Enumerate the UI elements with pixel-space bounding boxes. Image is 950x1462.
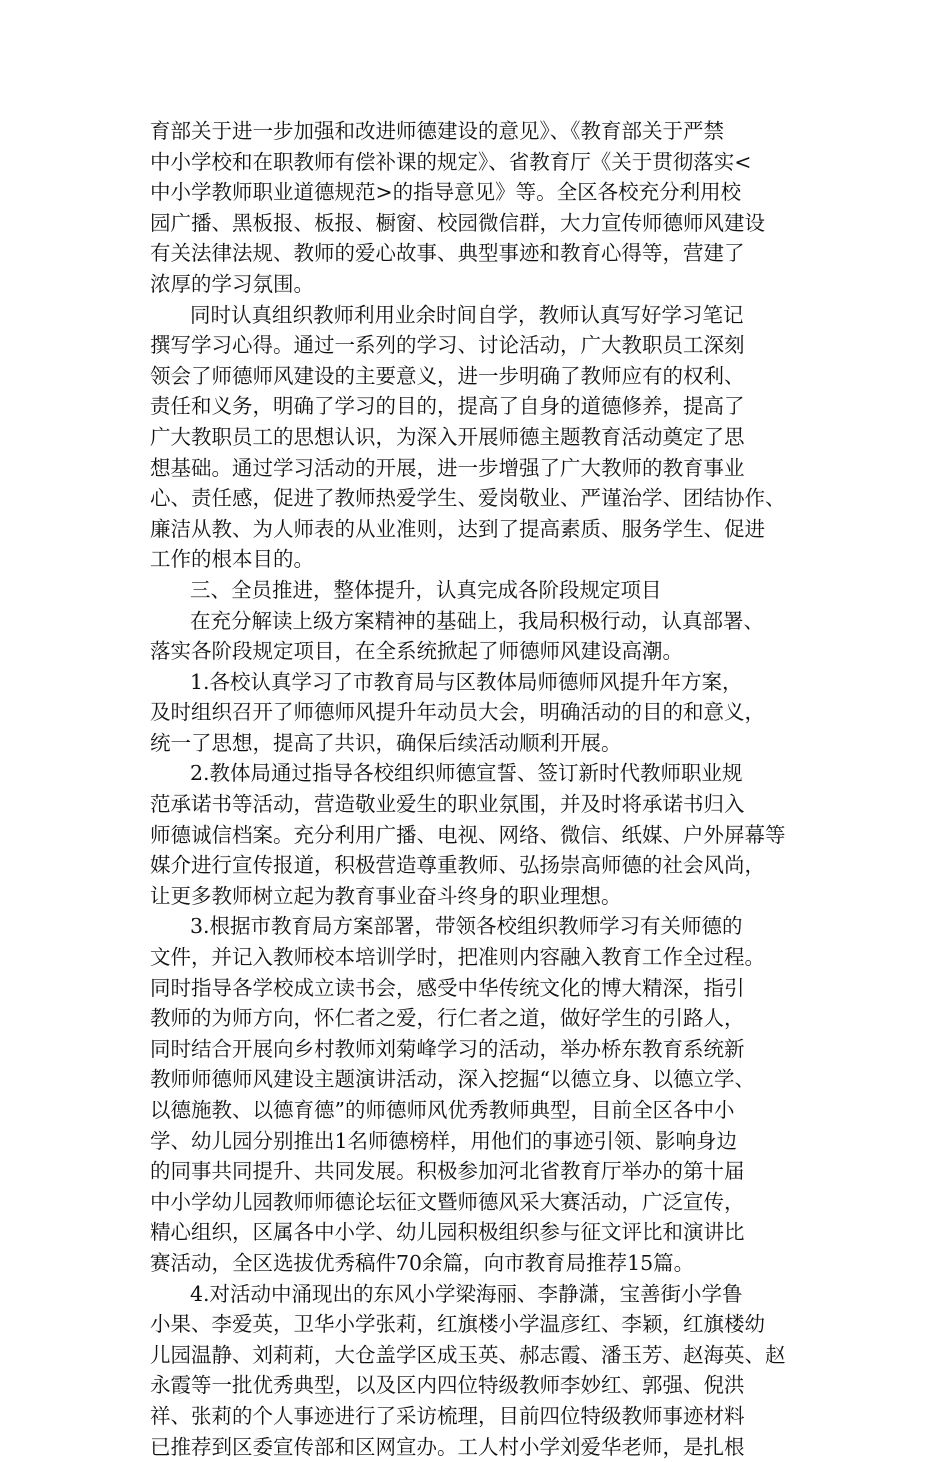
text-line: 赛活动，全区选拔优秀稿件70余篇，向市教育局推荐15篇。: [150, 1250, 695, 1275]
text-line: 浓厚的学习氛围。: [150, 271, 314, 296]
text-line: 责任和义务，明确了学习的目的，提高了自身的道德修养，提高了: [150, 394, 745, 419]
text-line: 在充分解读上级方案精神的基础上，我局积极行动，认真部署、: [190, 608, 764, 633]
text-line: 永霞等一批优秀典型，以及区内四位特级教师李妙红、郭强、倪洪: [150, 1373, 745, 1398]
section-heading-text: 三、全员推进，整体提升，认真完成各阶段规定项目: [190, 577, 662, 602]
text-line: 以德施教、以德育德”的师德师风优秀教师典型，目前全区各中小: [150, 1098, 735, 1122]
text-line: 广大教职员工的思想认识，为深入开展师德主题教育活动奠定了思: [150, 424, 745, 449]
text-line: 育部关于进一步加强和改进师德建设的意见》、《教育部关于严禁: [150, 119, 724, 143]
text-line: 教师师德师风建设主题演讲活动，深入挖掘“以德立身、以德立学、: [150, 1067, 755, 1092]
text-line: 祥、张莉的个人事迹进行了采访梳理，目前四位特级教师事迹材料: [150, 1403, 745, 1428]
text-line: 文件，并记入教师校本培训学时，把准则内容融入教育工作全过程。: [150, 945, 765, 970]
text-line: 心、责任感，促进了教师热爱学生、爱岗敬业、严谨治学、团结协作、: [150, 486, 786, 511]
text-line: 工作的根本目的。: [150, 547, 314, 572]
text-line: 1.各校认真学习了市教育局与区教体局师德师风提升年方案，: [190, 669, 743, 694]
text-line: 小果、李爱英，卫华小学张莉，红旗楼小学温彦红、李颖，红旗楼幼: [150, 1312, 765, 1337]
document-body: [150, 116, 810, 1462]
paragraph-7: [150, 1279, 810, 1462]
text-line: 中小学教师职业道德规范>的指导意见》等。全区各校充分利用校: [150, 180, 742, 205]
text-line: 撰写学习心得。通过一系列的学习、讨论活动，广大教职员工深刻: [150, 333, 745, 358]
text-line: 的同事共同提升、共同发展。积极参加河北省教育厅举办的第十届: [150, 1159, 745, 1184]
text-line: 2.教体局通过指导各校组织师德宣誓、签订新时代教师职业规: [190, 761, 743, 786]
text-line: 领会了师德师风建设的主要意义，进一步明确了教师应有的权利、: [150, 363, 745, 388]
text-line: 3.根据市教育局方案部署，带领各校组织教师学习有关师德的: [190, 914, 743, 939]
text-line: 园广播、黑板报、板报、橱窗、校园微信群，大力宣传师德师风建设: [150, 210, 765, 235]
paragraph-1: [150, 116, 810, 300]
text-line: 中小学校和在职教师有偿补课的规定》、省教育厅《关于贯彻落实<: [150, 149, 752, 174]
paragraph-6: [150, 911, 810, 1278]
text-line: 媒介进行宣传报道，积极营造尊重教师、弘扬崇高师德的社会风尚，: [150, 853, 765, 878]
paragraph-3: [150, 606, 810, 667]
text-line: 同时认真组织教师利用业余时间自学，教师认真写好学习笔记: [190, 302, 744, 327]
paragraph-4: [150, 667, 810, 759]
section-heading: [150, 575, 810, 606]
paragraph-2: [150, 300, 810, 575]
text-line: 同时结合开展向乡村教师刘菊峰学习的活动，举办桥东教育系统新: [150, 1036, 745, 1061]
text-line: 廉洁从教、为人师表的从业准则，达到了提高素质、服务学生、促进: [150, 516, 765, 541]
text-line: 中小学幼儿园教师师德论坛征文暨师德风采大赛活动，广泛宣传，: [150, 1189, 745, 1214]
text-line: 让更多教师树立起为教育事业奋斗终身的职业理想。: [150, 883, 622, 908]
paragraph-5: [150, 758, 810, 911]
text-line: 儿园温静、刘莉莉，大仓盖学区成玉英、郝志霞、潘玉芳、赵海英、赵: [150, 1342, 786, 1367]
text-line: 落实各阶段规定项目，在全系统掀起了师德师风建设高潮。: [150, 639, 683, 664]
text-line: 精心组织，区属各中小学、幼儿园积极组织参与征文评比和演讲比: [150, 1220, 745, 1245]
text-line: 4.对活动中涌现出的东风小学梁海丽、李静潇，宝善街小学鲁: [190, 1281, 743, 1306]
text-line: 想基础。通过学习活动的开展，进一步增强了广大教师的教育事业: [150, 455, 745, 480]
text-line: 师德诚信档案。充分利用广播、电视、网络、微信、纸媒、户外屏幕等: [150, 822, 786, 847]
text-line: 教师的为师方向，怀仁者之爱，行仁者之道，做好学生的引路人，: [150, 1006, 745, 1031]
text-line: 同时指导各学校成立读书会，感受中华传统文化的博大精深，指引: [150, 975, 745, 1000]
text-line: 及时组织召开了师德师风提升年动员大会，明确活动的目的和意义，: [150, 700, 765, 725]
text-line: 有关法律法规、教师的爱心故事、典型事迹和教育心得等，营建了: [150, 241, 745, 266]
text-line: 统一了思想，提高了共识，确保后续活动顺利开展。: [150, 730, 622, 755]
text-line: 范承诺书等活动，营造敬业爱生的职业氛围，并及时将承诺书归入: [150, 792, 745, 817]
text-line: 已推荐到区委宣传部和区网宣办。工人村小学刘爱华老师，是扎根: [150, 1434, 745, 1459]
text-line: 学、幼儿园分别推出1名师德榜样，用他们的事迹引领、影响身边: [150, 1128, 738, 1153]
